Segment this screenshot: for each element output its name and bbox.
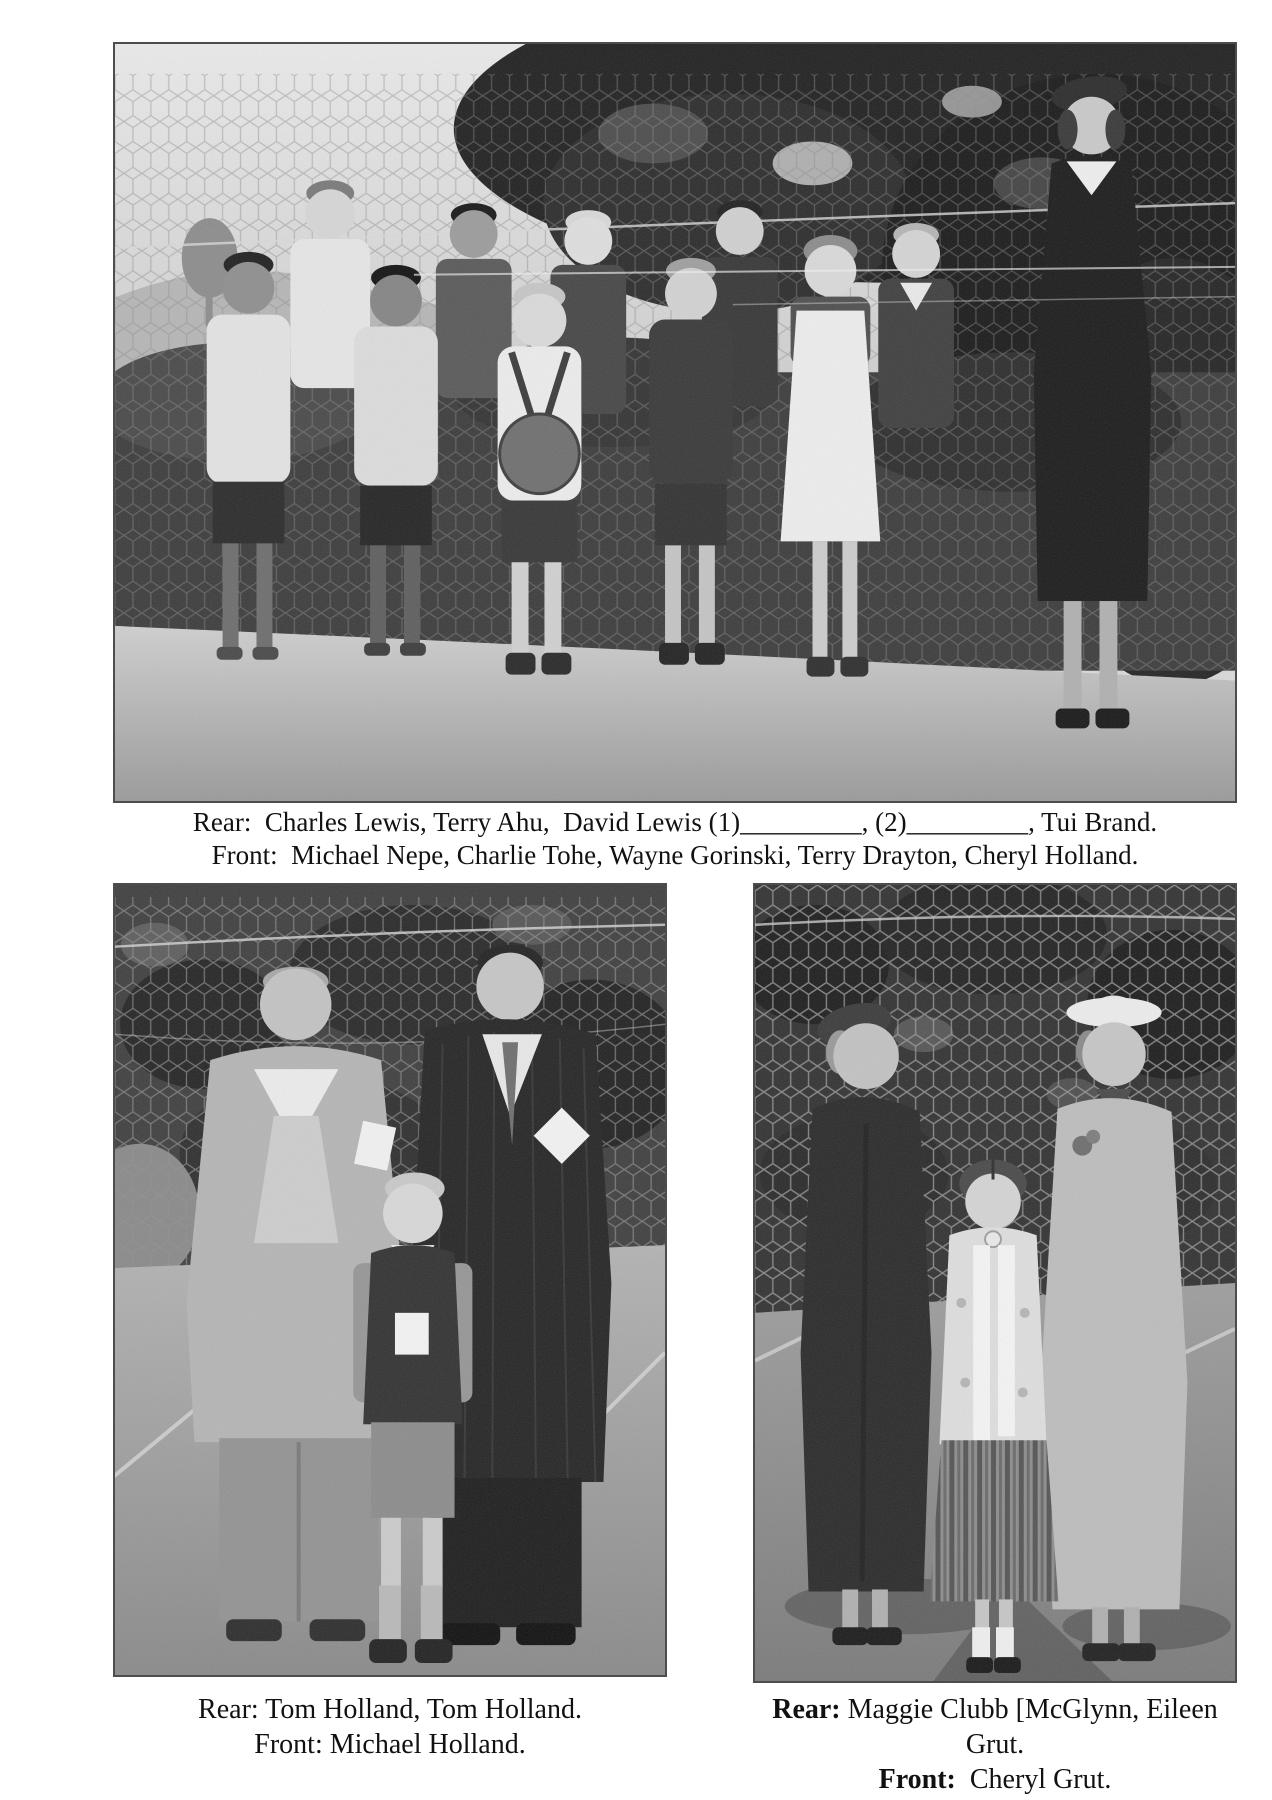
- caption-label: Rear:: [198, 1694, 259, 1725]
- caption-label: Front:: [254, 1729, 323, 1760]
- caption-line-front: [113, 1727, 667, 1762]
- film-grain: [755, 885, 1235, 1681]
- caption-text: Michael Holland.: [322, 1729, 526, 1760]
- caption-grut-group: [743, 1692, 1247, 1797]
- caption-line-front: [113, 839, 1237, 872]
- caption-text: Maggie Clubb [McGlynn, Eileen Grut.: [840, 1694, 1225, 1760]
- photo-grut-group: [753, 883, 1237, 1683]
- holland-group-image: [115, 885, 665, 1675]
- film-grain: [115, 885, 665, 1675]
- grut-group-image: [755, 885, 1235, 1681]
- film-grain: [115, 44, 1235, 801]
- caption-line-rear: [113, 1692, 667, 1727]
- photo-school-group: [113, 42, 1237, 803]
- caption-label: Front:: [211, 840, 278, 870]
- caption-text: Michael Nepe, Charlie Tohe, Wayne Gorinski, Terry Drayton, Cheryl Holland.: [277, 840, 1139, 870]
- caption-text: Tom Holland, Tom Holland.: [258, 1694, 582, 1725]
- caption-label: Front:: [878, 1764, 956, 1795]
- caption-label: Rear:: [192, 807, 252, 837]
- caption-line-front: [743, 1762, 1247, 1797]
- caption-school-group: [113, 806, 1237, 872]
- caption-line-rear: [743, 1692, 1247, 1762]
- caption-line-rear: [113, 806, 1237, 839]
- caption-holland-group: [113, 1692, 667, 1762]
- caption-text: Charles Lewis, Terry Ahu, David Lewis (1)_________, (2)_________, Tui Brand.: [251, 807, 1158, 837]
- school-group-image: [115, 44, 1235, 801]
- photo-holland-group: [113, 883, 667, 1677]
- caption-label: Rear:: [772, 1694, 841, 1725]
- caption-text: Cheryl Grut.: [955, 1764, 1112, 1795]
